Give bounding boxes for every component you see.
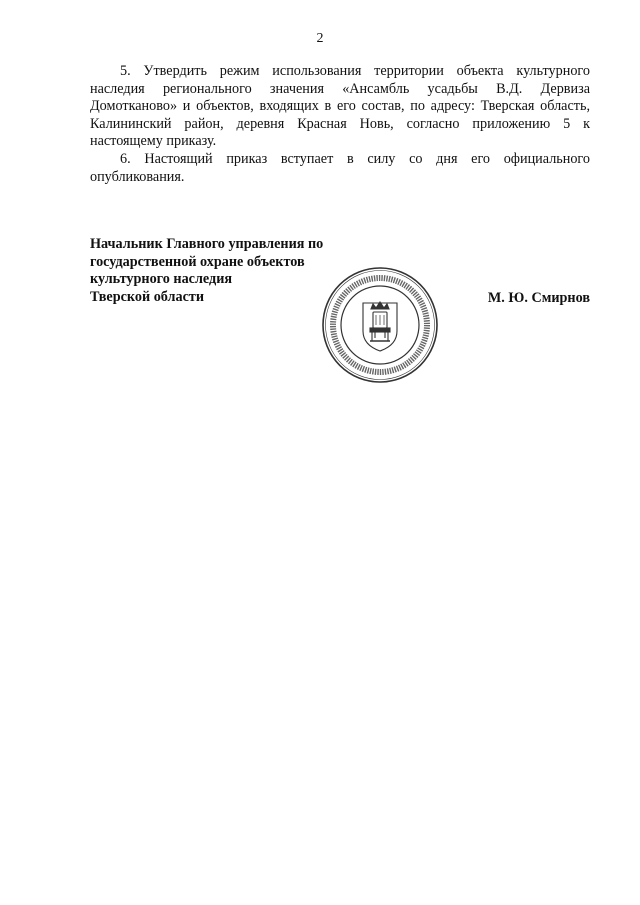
signer-position-line: Тверской области bbox=[90, 288, 205, 305]
official-seal bbox=[320, 265, 440, 385]
order-body bbox=[90, 63, 590, 186]
paragraph-item-6: 6. Настоящий приказ вступает в силу со дня его официального опубликования. bbox=[90, 150, 590, 185]
coat-of-arms-throne-icon bbox=[363, 302, 397, 351]
signer-position-line: Начальник Главного управления по bbox=[90, 236, 324, 252]
paragraph-item-5: 5. Утвердить режим использования территории объекта культурного наследия регионального значения «Ансамбль усадьбы В.Д. Дервиза Домотканово» и объектов, входящих в его состав, по адресу: Тверская область, Калининский район, деревня Красная Новь, согласно приложению 5 к настоящему приказу. bbox=[90, 63, 590, 150]
page-number: 2 bbox=[316, 31, 324, 46]
signer-name: М. Ю. Смирнов bbox=[487, 290, 590, 306]
signer-position-line: культурного наследия bbox=[90, 271, 233, 288]
signer-position-line: государственной охране объектов bbox=[90, 253, 305, 270]
